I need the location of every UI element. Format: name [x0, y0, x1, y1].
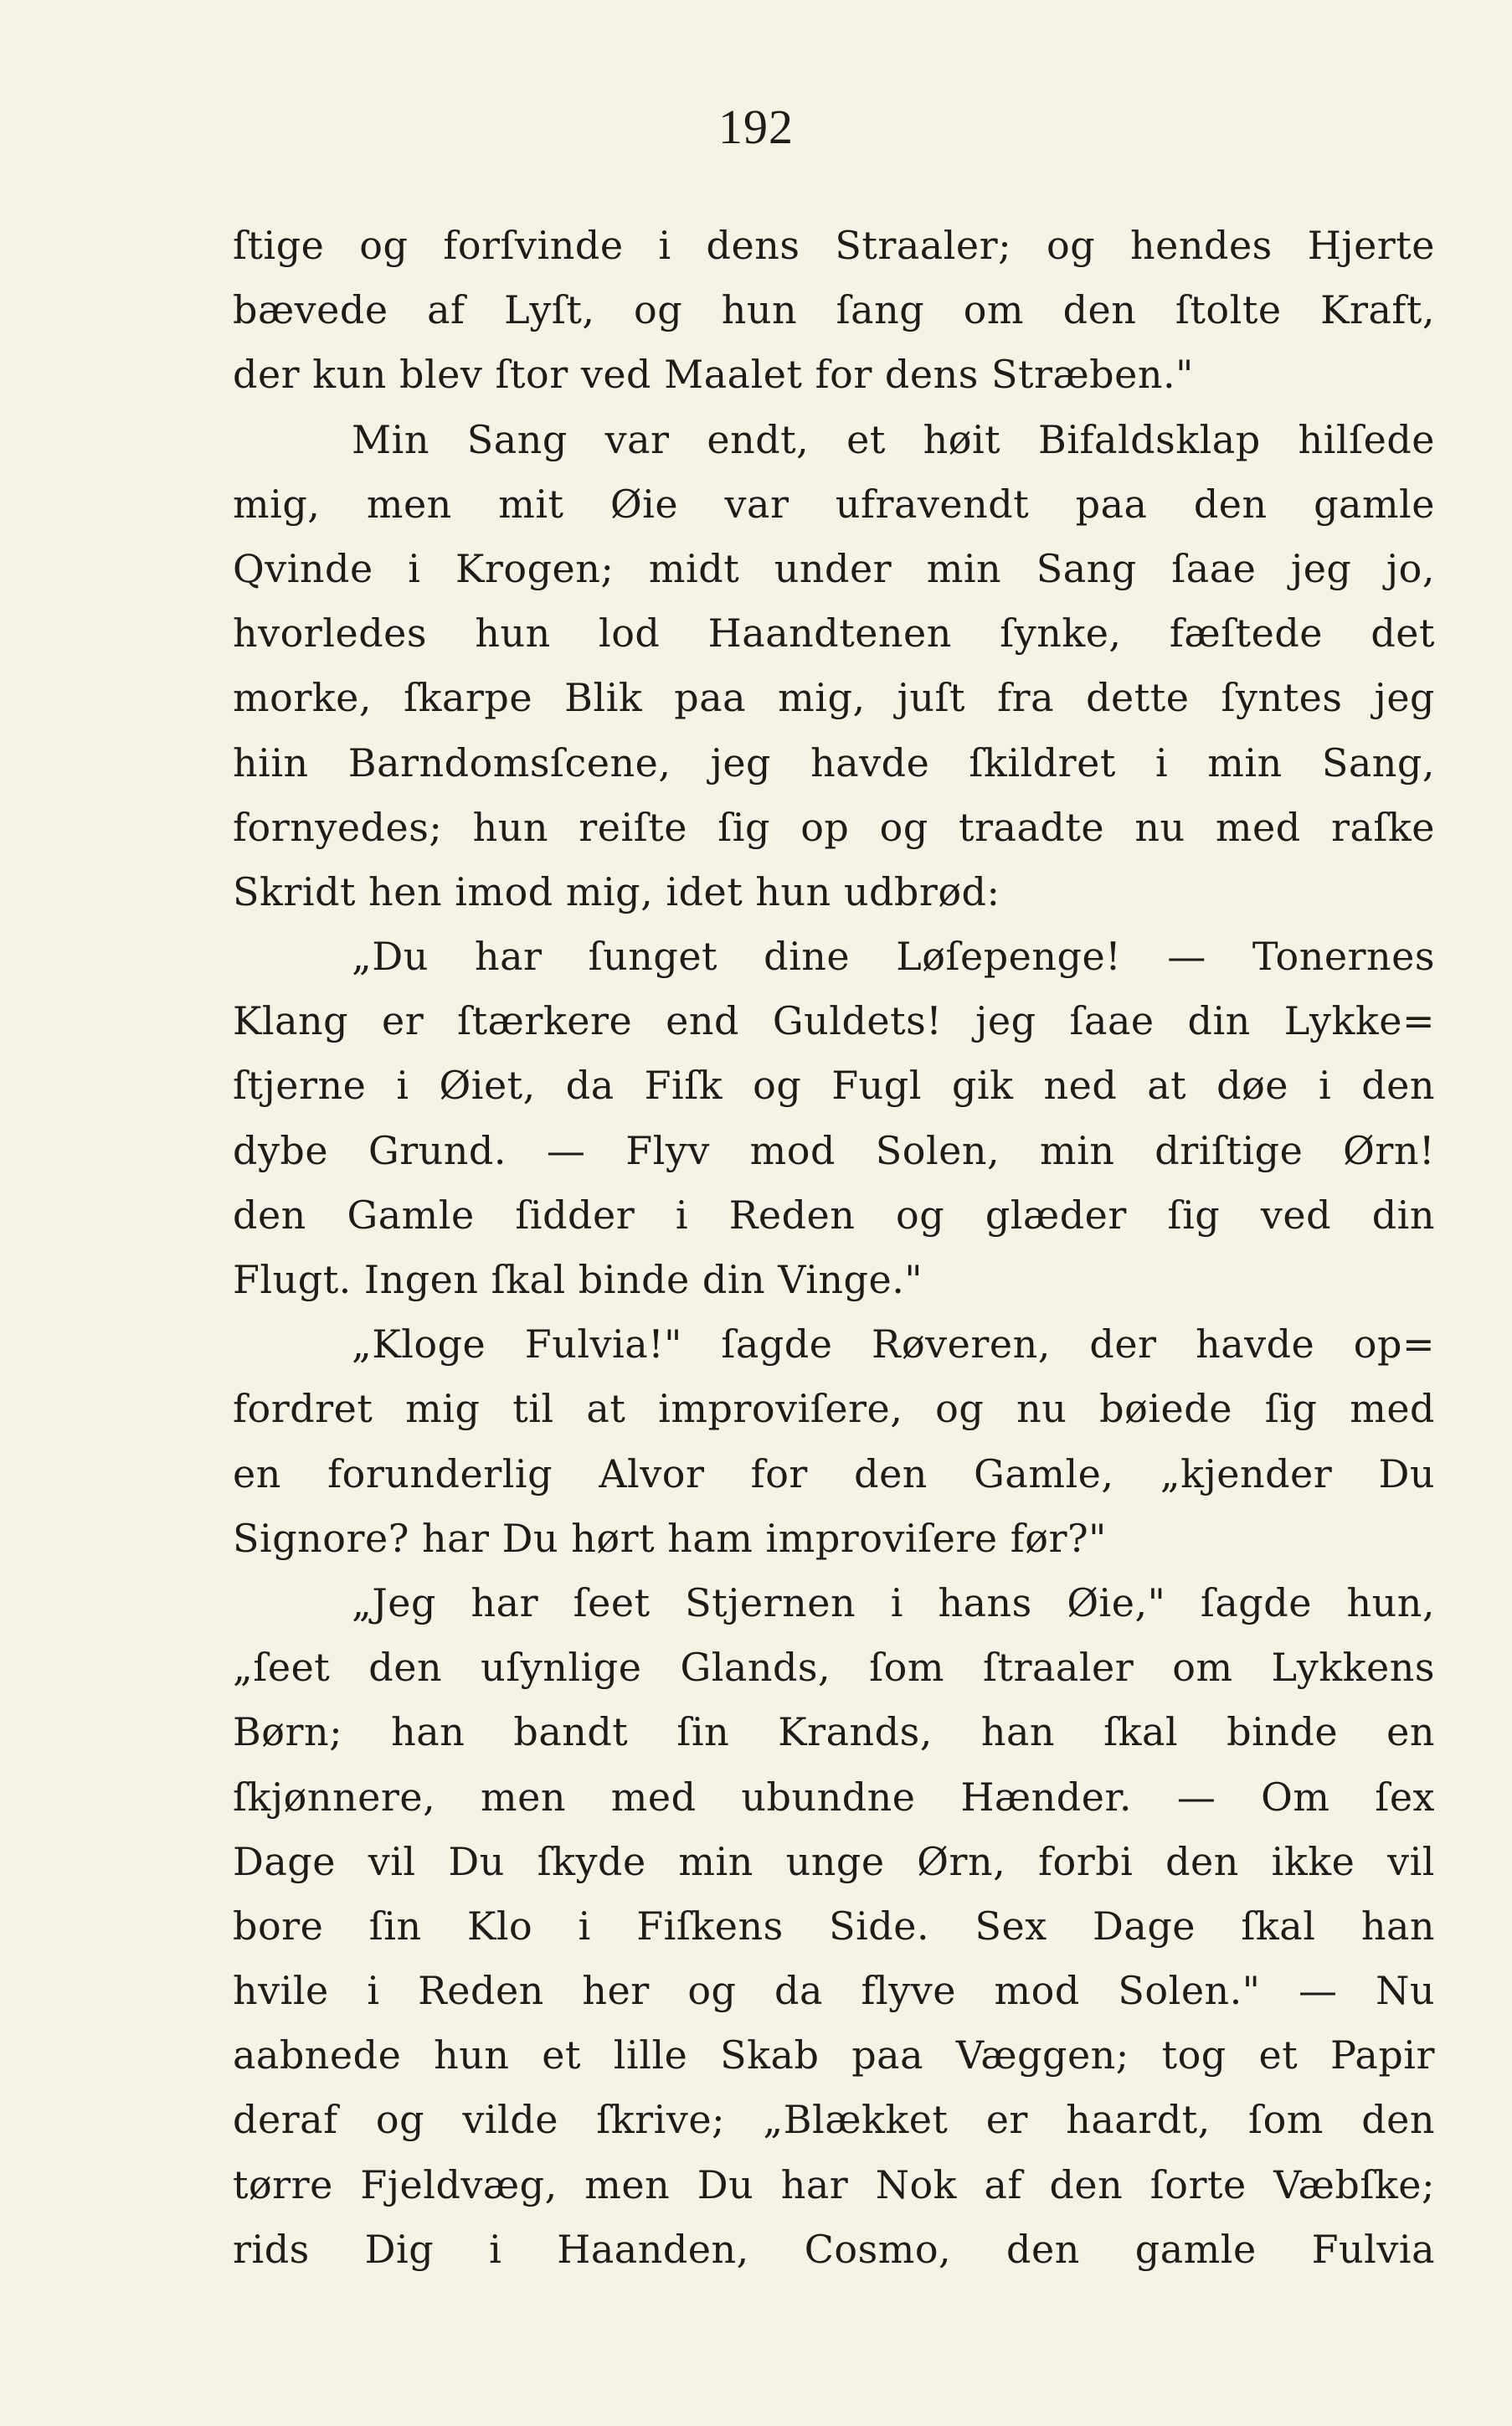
text-line: Signore? har Du hørt ham improviſere før?" — [233, 1515, 1107, 1561]
text-line: Min Sang var endt, et høit Bifaldsklap hilſede — [352, 416, 1435, 462]
page-number: 192 — [718, 100, 794, 154]
text-line: hvorledes hun lod Haandtenen ſynke, fæſtede det — [233, 610, 1435, 657]
text-line: bore ſin Klo i Fiſkens Side. Sex Dage ſkal han — [233, 1903, 1435, 1949]
text-line: Qvinde i Krogen; midt under min Sang ſaae jeg jo, — [233, 545, 1435, 591]
text-line: Flugt. Ingen ſkal binde din Vinge." — [233, 1257, 923, 1302]
text-line: „ſeet den uſynlige Glands, ſom ſtraaler om Lykkens — [233, 1645, 1435, 1691]
text-line: tørre Fjeldvæg, men Du har Nok af den ſorte Væbſke; — [233, 2161, 1435, 2207]
body-text — [233, 214, 1435, 2282]
text-line: den Gamle ſidder i Reden og glæder ſig ved din — [233, 1192, 1435, 1238]
text-line: hiin Barndomsſcene, jeg havde ſkildret i min Sang, — [233, 739, 1435, 785]
text-line: hvile i Reden her og da flyve mod Solen." — Nu — [233, 1968, 1435, 2014]
text-line: deraf og vilde ſkrive; „Blækket er haardt, ſom den — [233, 2097, 1435, 2143]
text-line: „Du har ſunget dine Løſepenge! — Tonernes — [352, 934, 1435, 980]
text-line: ſtjerne i Øiet, da Fiſk og Fugl gik ned at døe i den — [233, 1063, 1435, 1109]
text-line: Børn; han bandt ſin Krands, han ſkal binde en — [233, 1709, 1435, 1755]
text-line: mig, men mit Øie var ufravendt paa den gamle — [233, 481, 1435, 527]
text-line: fornyedes; hun reiſte ſig op og traadte nu med raſke — [233, 804, 1435, 850]
text-line: „Jeg har ſeet Stjernen i hans Øie," ſagde hun, — [352, 1579, 1435, 1625]
text-line: fordret mig til at improviſere, og nu bøiede ſig med — [233, 1386, 1435, 1432]
text-line: Skridt hen imod mig, idet hun udbrød: — [233, 868, 1000, 914]
text-line: morke, ſkarpe Blik paa mig, juſt fra dette ſyntes jeg — [233, 675, 1435, 721]
text-line: ſkjønnere, men med ubundne Hænder. — Om ſex — [233, 1774, 1435, 1820]
text-line: der kun blev ſtor ved Maalet for dens Stræben." — [233, 352, 1194, 398]
text-line: Dage vil Du ſkyde min unge Ørn, forbi den ikke vil — [233, 1838, 1435, 1884]
text-line: aabnede hun et lille Skab paa Væggen; tog et Papir — [233, 2032, 1435, 2078]
text-line: ſtige og forſvinde i dens Straaler; og hendes Hjerte — [233, 223, 1435, 268]
text-line: dybe Grund. — Flyv mod Solen, min driſtige Ørn! — [233, 1127, 1435, 1173]
text-line: rids Dig i Haanden, Cosmo, den gamle Fulvia — [233, 2226, 1435, 2272]
text-line: en forunderlig Alvor for den Gamle, „kjender Du — [233, 1450, 1435, 1496]
text-line: Klang er ſtærkere end Guldets! jeg ſaae din Lykke= — [233, 998, 1435, 1044]
text-line: „Kloge Fulvia!" ſagde Røveren, der havde op= — [352, 1321, 1435, 1368]
text-line: bævede af Lyſt, og hun ſang om den ſtolte Kraft, — [233, 287, 1435, 333]
